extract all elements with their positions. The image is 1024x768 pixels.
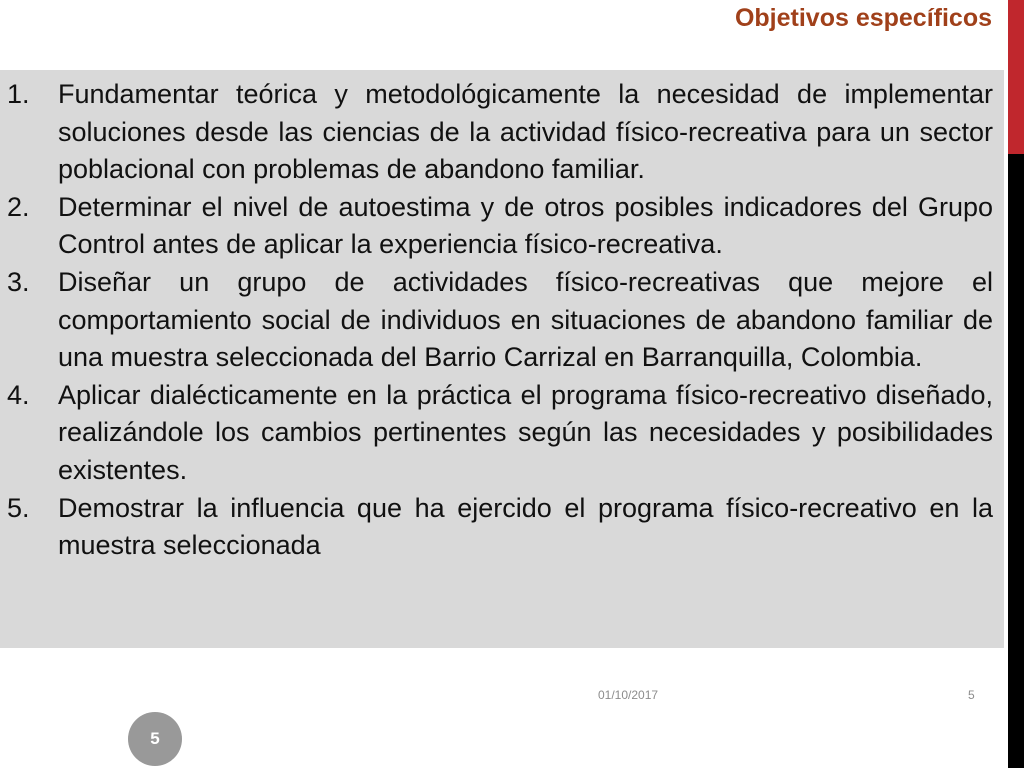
slide-number-badge: 5 (128, 712, 182, 766)
accent-bar-red (1008, 0, 1024, 154)
objective-item (0, 490, 993, 565)
objective-text: Demostrar la influencia que ha ejercido el programa físico-recreativo en la muestra seleccionada (58, 492, 993, 561)
accent-bar-black (1008, 154, 1024, 768)
objective-number: 3. (7, 266, 30, 297)
objective-text: Diseñar un grupo de actividades físico-recreativas que mejore el comportamiento social de individuos en situaciones de abandono familiar de una muestra seleccionada del Barrio Carrizal en Barranquilla, Colombia. (58, 266, 993, 373)
objective-number: 4. (7, 379, 30, 410)
objective-item (0, 264, 993, 377)
objective-number: 2. (7, 191, 30, 222)
footer-page-number: 5 (968, 688, 975, 702)
slide-title: Objetivos específicos (734, 4, 992, 32)
objective-number: 5. (7, 492, 30, 523)
objective-text: Determinar el nivel de autoestima y de otros posibles indicadores del Grupo Control antes de aplicar la experiencia físico-recreativa. (58, 191, 993, 260)
objective-text: Aplicar dialécticamente en la práctica el programa físico-recreativo diseñado, realizándole los cambios pertinentes según las necesidades y posibilidades existentes. (58, 379, 993, 485)
footer-date: 01/10/2017 (598, 688, 659, 702)
objectives-list (0, 70, 1004, 565)
objective-item (0, 377, 993, 490)
content-panel (0, 70, 1004, 648)
objective-text: Fundamentar teórica y metodológicamente la necesidad de implementar soluciones desde las ciencias de la actividad físico-recreativa para un sector poblacional con problemas de abandono familiar. (58, 79, 993, 185)
objective-item (0, 189, 993, 264)
objective-item (0, 76, 993, 189)
objective-number: 1. (7, 79, 30, 109)
